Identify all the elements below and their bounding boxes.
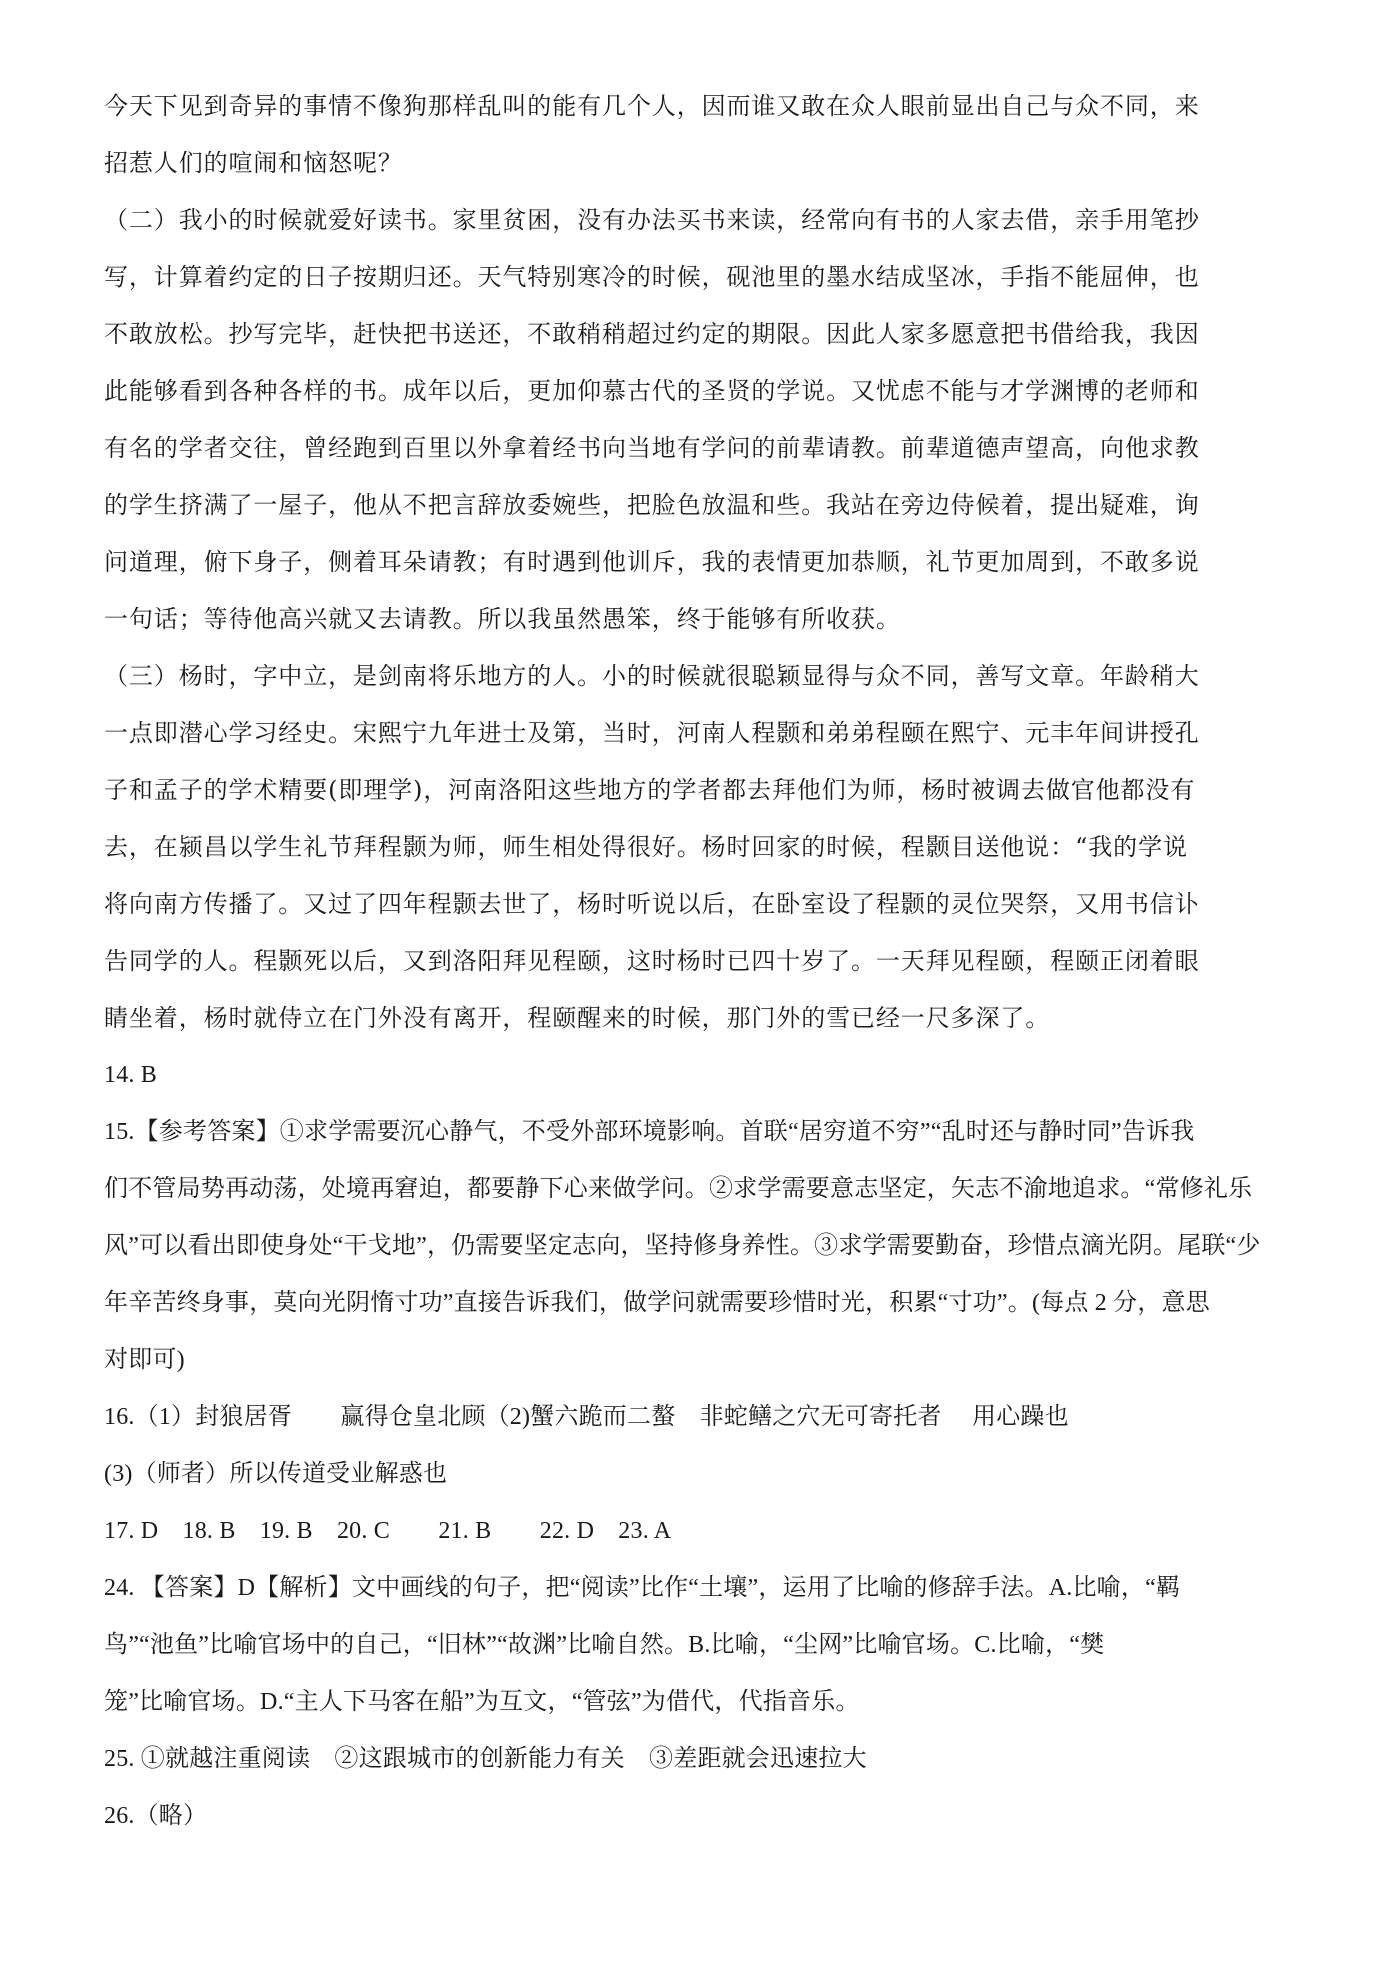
text-line: 问道理，俯下身子，侧着耳朵请教；有时遇到他训斥，我的表情更加恭顺，礼节更加周到，不敢多说 [104,548,1200,576]
text-line: 不敢放松。抄写完毕，赶快把书送还，不敢稍稍超过约定的期限。因此人家多愿意把书借给我，我因 [104,320,1200,348]
answer-line: 年辛苦终身事，莫向光阴惰寸功”直接告诉我们，做学问就需要珍惜时光，积累“寸功”。(每点 2 分，意思 [104,1290,1210,1316]
text-line: 将向南方传播了。又过了四年程颢去世了，杨时听说以后，在卧室设了程颢的灵位哭祭，又用书信讣 [104,890,1200,918]
answer-line: (3)（师者）所以传道受业解惑也 [104,1461,448,1487]
answer-line: 鸟”“池鱼”比喻官场中的自己，“旧林”“故渊”比喻自然。B.比喻，“尘网”比喻官场。C.比喻，“樊 [104,1632,1105,1658]
answer-line: 们不管局势再动荡，处境再窘迫，都要静下心来做学问。②求学需要意志坚定，矢志不渝地追求。“常修礼乐 [104,1176,1253,1202]
answer-line: 17. D 18. B 19. B 20. C 21. B 22. D 23. A [104,1518,672,1544]
answer-26 [104,1788,1292,1845]
text-line: 此能够看到各种各样的书。成年以后，更加仰慕古代的圣贤的学说。又忧虑不能与才学渊博的老师和 [104,377,1200,405]
answer-line: 16.（1）封狼居胥 赢得仓皇北顾（2)蟹六跪而二螯 非蛇鳝之穴无可寄托者 用心躁也 [104,1404,1069,1430]
text-line: 今天下见到奇异的事情不像狗那样乱叫的能有几个人，因而谁又敢在众人眼前显出自己与众不同，来 [104,92,1200,120]
translation-paragraph-1 [104,78,1292,192]
answer-line: 对即可) [104,1347,185,1373]
text-line: 一句话；等待他高兴就又去请教。所以我虽然愚笨，终于能够有所收获。 [104,605,901,633]
answer-line: 26.（略） [104,1803,208,1829]
answer-line: 24. 【答案】D【解析】文中画线的句子，把“阅读”比作“土壤”，运用了比喻的修辞手法。A.比喻，“羁 [104,1575,1181,1601]
answer-line: 笼”比喻官场。D.“主人下马客在船”为互文，“管弦”为借代，代指音乐。 [104,1689,860,1715]
answer-15 [104,1104,1292,1389]
text-line: 的学生挤满了一屋子，他从不把言辞放委婉些，把脸色放温和些。我站在旁边侍候着，提出疑难，询 [104,491,1200,519]
text-line: 去，在颍昌以学生礼节拜程颢为师，师生相处得很好。杨时回家的时候，程颢目送他说：“我的学说 [104,833,1188,861]
text-line: 招惹人们的喧闹和恼怒呢？ [104,149,403,177]
text-line: 有名的学者交往，曾经跑到百里以外拿着经书向当地有学问的前辈请教。前辈道德声望高，向他求教 [104,434,1200,462]
text-line: 子和孟子的学术精要(即理学)，河南洛阳这些地方的学者都去拜他们为师，杨时被调去做官他都没有 [104,776,1196,804]
answer-16 [104,1389,1292,1503]
answer-line: 风”可以看出即使身处“干戈地”，仍需要坚定志向，坚持修身养性。③求学需要勤奋，珍惜点滴光阴。尾联“少 [104,1233,1261,1259]
translation-paragraph-2 [104,192,1292,648]
text-line: 睛坐着，杨时就侍立在门外没有离开，程颐醒来的时候，那门外的雪已经一尺多深了。 [104,1004,1051,1032]
text-line: （二）我小的时候就爱好读书。家里贫困，没有办法买书来读，经常向有书的人家去借，亲手用笔抄 [104,206,1200,234]
answer-line: 25. ①就越注重阅读 ②这跟城市的创新能力有关 ③差距就会迅速拉大 [104,1746,867,1772]
text-line: 写，计算着约定的日子按期归还。天气特别寒冷的时候，砚池里的墨水结成坚冰，手指不能屈伸，也 [104,263,1200,291]
answer-line: 14. B [104,1062,158,1088]
translation-paragraph-3 [104,648,1292,1047]
answer-14 [104,1047,1292,1104]
text-line: 一点即潜心学习经史。宋熙宁九年进士及第，当时，河南人程颢和弟弟程颐在熙宁、元丰年间讲授孔 [104,719,1200,747]
answer-24 [104,1560,1292,1731]
answer-line: 15.【参考答案】①求学需要沉心静气，不受外部环境影响。首联“居穷道不穷”“乱时还与静时同”告诉我 [104,1119,1195,1145]
text-line: （三）杨时，字中立，是剑南将乐地方的人。小的时候就很聪颖显得与众不同，善写文章。年龄稍大 [104,662,1200,690]
answer-17-23 [104,1503,1292,1560]
text-line: 告同学的人。程颢死以后，又到洛阳拜见程颐，这时杨时已四十岁了。一天拜见程颐，程颐正闭着眼 [104,947,1200,975]
answer-25 [104,1731,1292,1788]
